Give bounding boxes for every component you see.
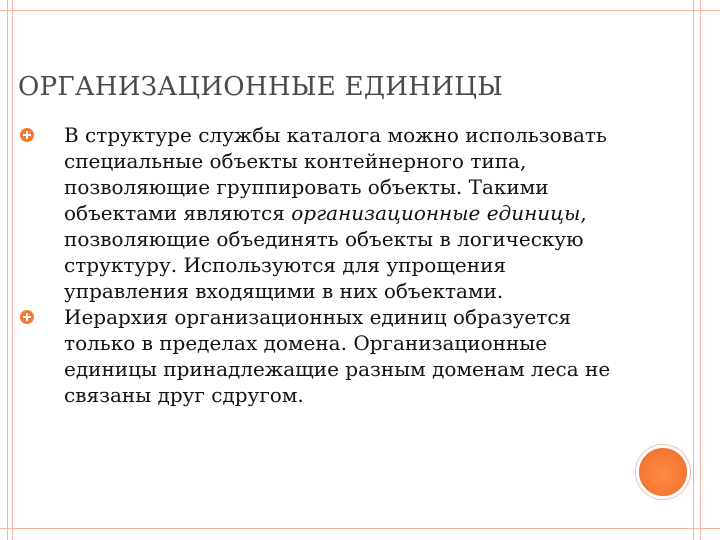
bullet-item — [18, 304, 623, 408]
frame-line-right-inner — [693, 0, 694, 540]
circle-plus-icon — [20, 310, 34, 324]
bullet-item — [18, 122, 623, 304]
bullet-text-end: , позволяющие объединять объекты в логическую структуру. Используются для упрощения управления входящими в них объектами. — [64, 201, 587, 303]
frame-line-bottom — [0, 528, 720, 529]
frame-line-left-inner — [12, 0, 13, 540]
decorative-orange-circle — [636, 445, 690, 499]
bullet-text: Иерархия организационных единиц образуется только в пределах домена. Организационные единицы принадлежащие разным доменам леса не связаны друг сдругом. — [64, 305, 611, 407]
frame-line-top — [0, 10, 720, 11]
slide-body — [18, 122, 623, 408]
bullet-text-start: В структуре службы каталога можно использовать специальные объекты контейнерного типа, позволяющие группировать объекты. Такими объектами являются — [64, 123, 607, 225]
slide-title: ОРГАНИЗАЦИОННЫЕ ЕДИНИЦЫ — [18, 72, 504, 102]
circle-plus-icon — [20, 128, 34, 142]
frame-line-right-outer — [700, 0, 701, 540]
frame-line-left-outer — [7, 0, 8, 540]
bullet-text-emphasis: организационные единицы — [291, 201, 581, 225]
